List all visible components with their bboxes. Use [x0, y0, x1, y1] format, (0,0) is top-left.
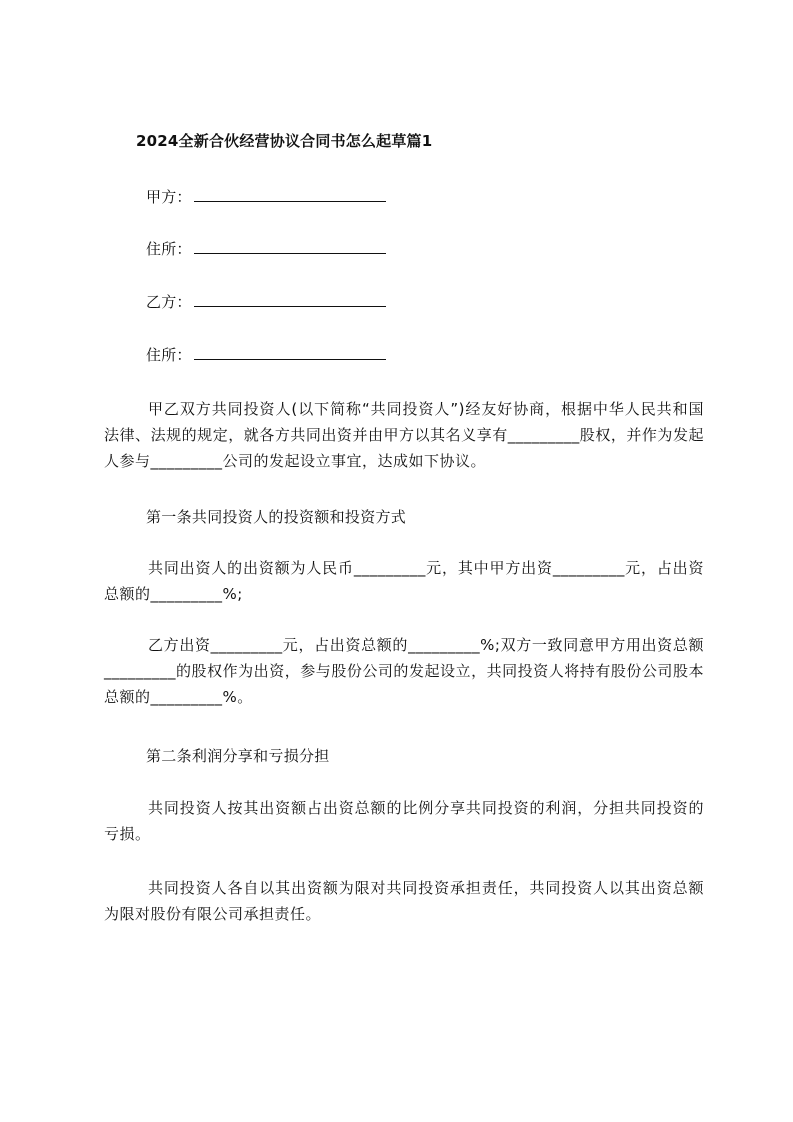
party-a-address-blank[interactable] — [194, 239, 386, 254]
article-2-paragraph-2: 共同投资人各自以其出资额为限对共同投资承担责任，共同投资人以其出资总额为限对股份有限公司承担责任。 — [104, 879, 704, 923]
party-a-address-field — [146, 238, 386, 259]
document-title: 2024全新合伙经营协议合同书怎么起草篇1 — [136, 132, 433, 150]
intro-paragraph: 甲乙双方共同投资人(以下简称“共同投资人”)经友好协商，根据中华人民共和国法律、法规的规定，就各方共同出资并由甲方以其名义享有_________股权，并作为发起人参与_________公司的发起设立事宜，达成如下协议。 — [104, 400, 704, 470]
party-a-address-label: 住所： — [146, 240, 192, 258]
party-b-address-blank[interactable] — [194, 345, 386, 360]
party-a-blank[interactable] — [194, 187, 386, 202]
party-a-field — [146, 186, 386, 207]
party-b-address-label: 住所： — [146, 346, 192, 364]
article-2-heading: 第二条利润分享和亏损分担 — [146, 747, 330, 765]
party-a-label: 甲方： — [146, 188, 192, 206]
party-b-field — [146, 291, 386, 312]
party-b-blank[interactable] — [194, 292, 386, 307]
article-2-paragraph-1: 共同投资人按其出资额占出资总额的比例分享共同投资的利润，分担共同投资的亏损。 — [104, 799, 704, 843]
party-b-address-field — [146, 344, 386, 365]
article-1-heading: 第一条共同投资人的投资额和投资方式 — [146, 508, 407, 526]
party-b-label: 乙方： — [146, 293, 192, 311]
article-1-paragraph-2: 乙方出资_________元，占出资总额的_________%;双方一致同意甲方用出资总额_________的股权作为出资，参与股份公司的发起设立，共同投资人将持有股份公司股本总额的_________%。 — [104, 636, 704, 706]
article-1-paragraph-1: 共同出资人的出资额为人民币_________元，其中甲方出资_________元，占出资总额的_________%; — [104, 559, 704, 603]
